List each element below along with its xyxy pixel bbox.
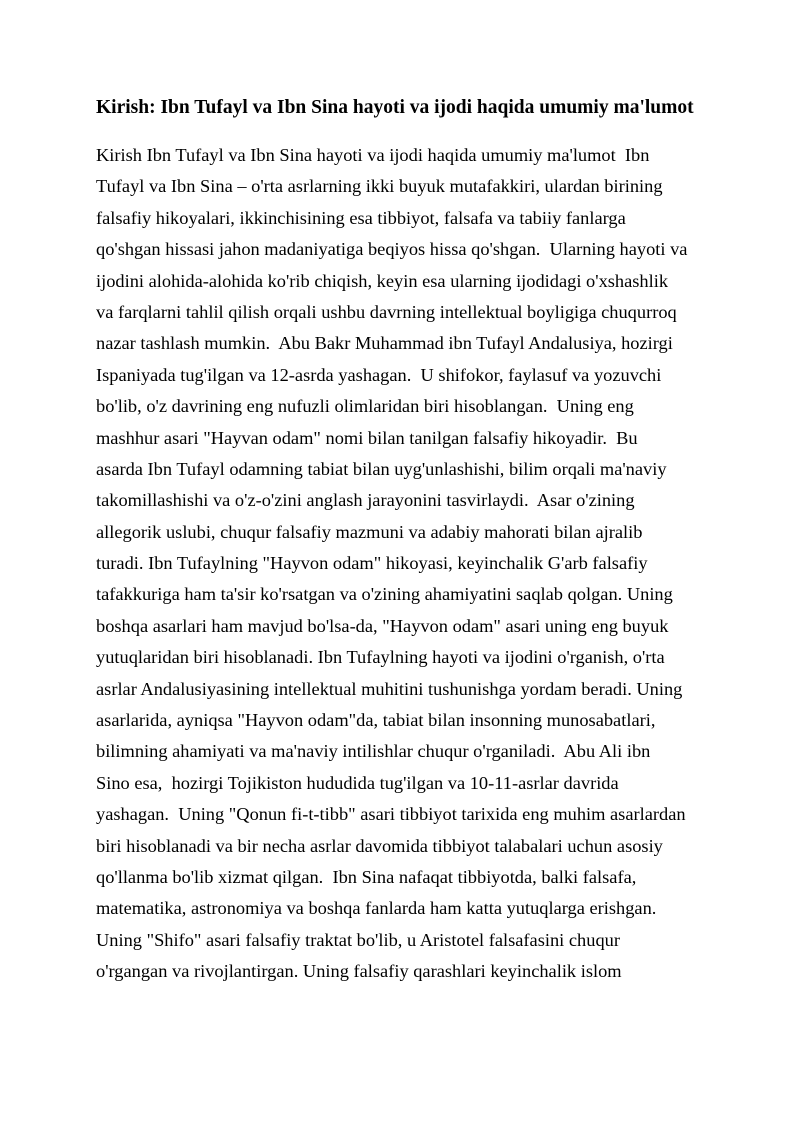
body-line: o'rgangan va rivojlantirgan. Uning falsafiy qarashlari keyinchalik islom [96, 961, 622, 982]
body-line: Sino esa, hozirgi Tojikiston hududida tug'ilgan va 10-11-asrlar davrida [96, 772, 619, 793]
body-line: qo'shgan hissasi jahon madaniyatiga beqiyos hissa qo'shgan. Ularning hayoti va [96, 239, 688, 260]
body-line: Kirish Ibn Tufayl va Ibn Sina hayoti va ijodi haqida umumiy ma'lumot Ibn [96, 145, 650, 165]
body-line: bo'lib, o'z davrining eng nufuzli olimlaridan biri hisoblangan. Uning eng [96, 396, 634, 417]
document-heading: Kirish: Ibn Tufayl va Ibn Sina hayoti va ijodi haqida umumiy ma'lumot [96, 97, 694, 118]
body-line: matematika, astronomiya va boshqa fanlarda ham katta yutuqlarga erishgan. [96, 898, 657, 919]
body-line: nazar tashlash mumkin. Abu Bakr Muhammad ibn Tufayl Andalusiya, hozirgi [96, 333, 673, 354]
body-line: turadi. Ibn Tufaylning "Hayvon odam" hikoyasi, keyinchalik G'arb falsafiy [96, 553, 648, 574]
body-line: Uning "Shifo" asari falsafiy traktat bo'lib, u Aristotel falsafasini chuqur [96, 929, 620, 950]
body-line: asarda Ibn Tufayl odamning tabiat bilan uyg'unlashishi, bilim orqali ma'naviy [96, 458, 667, 479]
body-line: boshqa asarlari ham mavjud bo'lsa-da, "Hayvon odam" asari uning eng buyuk [96, 615, 669, 636]
body-line: qo'llanma bo'lib xizmat qilgan. Ibn Sina nafaqat tibbiyotda, balki falsafa, [96, 866, 637, 887]
document-body [96, 140, 736, 988]
body-line: yutuqlaridan biri hisoblanadi. Ibn Tufaylning hayoti va ijodini o'rganish, o'rta [96, 647, 665, 668]
body-line: tafakkuriga ham ta'sir ko'rsatgan va o'zining ahamiyatini saqlab qolgan. Uning [96, 584, 673, 605]
body-line: yashagan. Uning "Qonun fi-t-tibb" asari tibbiyot tarixida eng muhim asarlardan [96, 804, 686, 825]
body-line: bilimning ahamiyati va ma'naviy intilishlar chuqur o'rganiladi. Abu Ali ibn [96, 741, 651, 762]
body-line: asrlar Andalusiyasining intellektual muhitini tushunishga yordam beradi. Uning [96, 678, 683, 699]
body-line: biri hisoblanadi va bir necha asrlar davomida tibbiyot talabalari uchun asosiy [96, 835, 663, 856]
body-line: allegorik uslubi, chuqur falsafiy mazmuni va adabiy mahorati bilan ajralib [96, 521, 643, 542]
body-line: mashhur asari "Hayvan odam" nomi bilan tanilgan falsafiy hikoyadir. Bu [96, 427, 638, 448]
body-line: Ispaniyada tug'ilgan va 12-asrda yashagan. U shifokor, faylasuf va yozuvchi [96, 364, 662, 385]
body-line: takomillashishi va o'z-o'zini anglash jarayonini tasvirlaydi. Asar o'zining [96, 490, 635, 511]
body-line: falsafiy hikoyalari, ikkinchisining esa tibbiyot, falsafa va tabiiy fanlarga [96, 207, 626, 228]
body-line: ijodini alohida-alohida ko'rib chiqish, keyin esa ularning ijodidagi o'xshashlik [96, 270, 669, 291]
body-line: asarlarida, ayniqsa "Hayvon odam"da, tabiat bilan insonning munosabatlari, [96, 710, 656, 731]
body-line: Tufayl va Ibn Sina – o'rta asrlarning ikki buyuk mutafakkiri, ulardan birining [96, 176, 663, 197]
body-line: va farqlarni tahlil qilish orqali ushbu davrning intellektual boyligiga chuqurroq [96, 301, 677, 322]
